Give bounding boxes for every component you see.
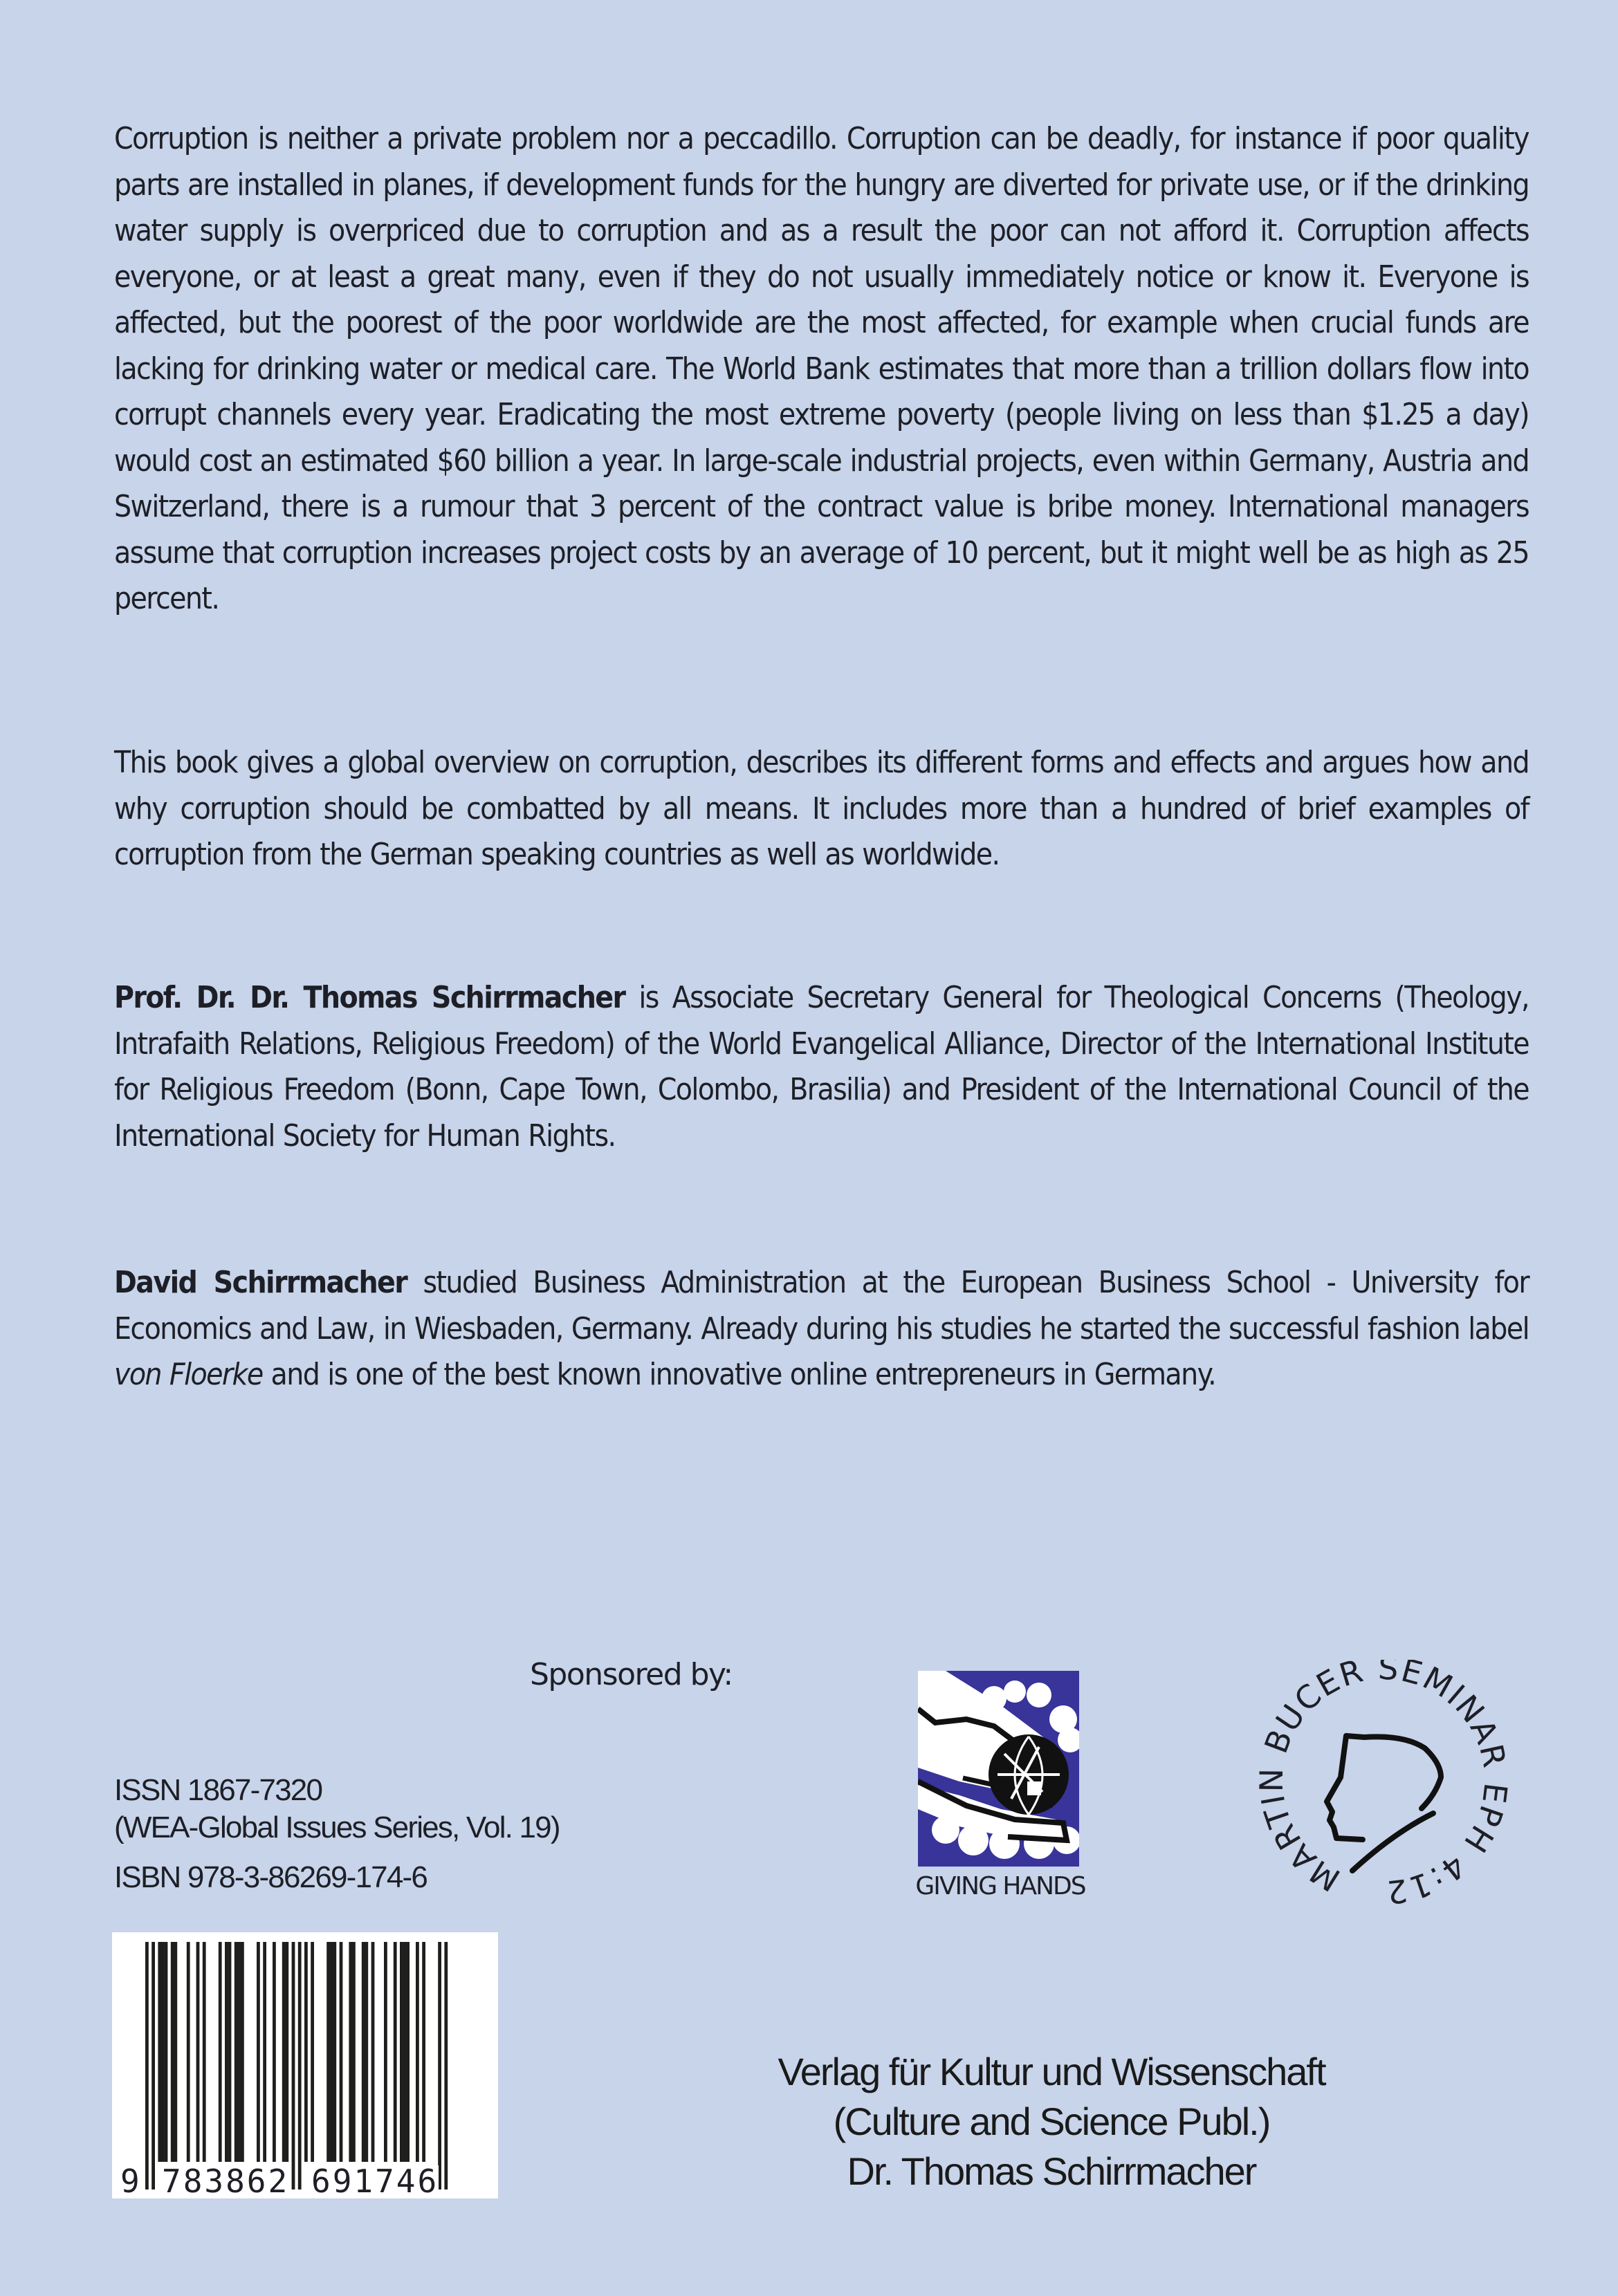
barcode-bar — [237, 1942, 241, 2162]
barcode-bar — [257, 1942, 260, 2162]
blurb-paragraph-2 — [114, 740, 1529, 878]
publisher-info — [664, 2047, 1439, 2196]
author-name: Prof. Dr. Dr. Thomas Schirrmacher — [114, 980, 625, 1015]
barcode-bar — [219, 1942, 222, 2162]
barcode-bar — [263, 1942, 266, 2162]
barcode-bar — [187, 1942, 190, 2162]
giving-hands-logo — [918, 1671, 1079, 1867]
barcode-bar — [273, 1942, 276, 2162]
barcode-bar — [340, 1942, 343, 2162]
blurb-paragraph-1 — [114, 116, 1529, 622]
barcode-bar — [311, 1942, 314, 2162]
issn: ISSN 1867-7320 — [114, 1773, 322, 1807]
barcode-bar — [171, 1942, 174, 2162]
barcode-guard-bar — [444, 1942, 448, 2189]
author-name: David Schirrmacher — [114, 1265, 407, 1300]
barcode-bar — [403, 1942, 407, 2162]
barcode-guard-bar — [151, 1942, 155, 2189]
barcode-bar — [362, 1942, 365, 2162]
barcode-bar — [203, 1942, 206, 2162]
author-bio-text: and is one of the best known innovative online entrepreneurs in Germany. — [262, 1357, 1216, 1392]
barcode-digit-lead: 9 — [120, 2163, 140, 2200]
barcode-bar — [365, 1942, 368, 2162]
barcode-guard-bar — [292, 1942, 295, 2189]
barcode-bar — [384, 1942, 387, 2162]
blurb-text-2: This book gives a global overview on corruption, describes its different forms and effects and argues how and why corruption should be combatted by all means. It includes more than a hundred of brief examples of corruption from the German speaking countries as well as worldwide. — [114, 745, 1529, 872]
barcode-bar — [235, 1942, 238, 2162]
barcode-bar — [228, 1942, 232, 2162]
barcode-digits — [112, 2163, 498, 2200]
series-info: (WEA-Global Issues Series, Vol. 19) — [114, 1811, 560, 1844]
barcode-bar — [285, 1942, 288, 2162]
barcode-bar — [400, 1942, 403, 2162]
publisher-name-english: (Culture and Science Publ.) — [833, 2100, 1270, 2143]
barcode-bar — [282, 1942, 286, 2162]
author-bio-text: is Associate Secretary General for Theological Concerns (Theology, Intrafaith Relations, Religious Freedom) of the World Evangelical Alliance, Director of the International Institute for Religious Freedom (Bonn, Cape Town, Colombo, Brasilia) and President of the International Council of the International Society for Human Rights. — [114, 980, 1529, 1154]
profile-head-icon — [1327, 1736, 1441, 1871]
barcode-bar — [241, 1942, 244, 2162]
sponsored-by-label: Sponsored by: — [530, 1657, 733, 1692]
fashion-label-name: von Floerke — [114, 1357, 263, 1392]
barcode-bar — [161, 1942, 165, 2162]
giving-hands-label: GIVING HANDS — [915, 1872, 1085, 1900]
barcode-bar — [158, 1942, 161, 2162]
publisher-name: Verlag für Kultur und Wissenschaft — [778, 2050, 1325, 2093]
barcode-bars — [112, 1932, 498, 2198]
barcode-bar — [165, 1942, 168, 2162]
barcode-guard-bar — [145, 1942, 149, 2189]
barcode-bar — [349, 1942, 352, 2162]
isbn-barcode — [112, 1932, 498, 2198]
author-bio-text: studied Business Administration at the European Business School - University for Economics and Law, in Wiesbaden, Germany. Already during his studies he started the successful fashion label — [114, 1265, 1529, 1346]
author-bio-thomas — [114, 975, 1529, 1159]
barcode-bar — [327, 1942, 330, 2162]
barcode-guard-bar — [298, 1942, 302, 2189]
barcode-bar — [174, 1942, 177, 2162]
hands-holding-globe-icon — [918, 1671, 1079, 1867]
barcode-bar — [225, 1942, 228, 2162]
isbn: ISBN 978-3-86269-174-6 — [114, 1860, 428, 1894]
barcode-digits-left: 783862 — [162, 2163, 290, 2200]
publisher-owner: Dr. Thomas Schirrmacher — [847, 2149, 1256, 2193]
barcode-bar — [406, 1942, 410, 2162]
blurb-text-1: Corruption is neither a private problem nor a peccadillo. Corruption can be deadly, for instance if poor quality parts are installed in planes, if development funds for the hungry are diverted for private use, or if the drinking water supply is overpriced due to corruption and as a result the poor can not afford it. Corruption affects everyone, or at least a great many, even if they do not usually immediately notice or know it. Everyone is affected, but the poorest of the poor worldwide are the most affected, for example when crucial funds are lacking for drinking water or medical care. The World Bank estimates that more than a trillion dollars flow into corrupt channels every year. Eradicating the most extreme poverty (people living on less than $1.25 a day) would cost an estimated $60 billion a year. In large-scale industrial projects, even within Germany, Austria and Switzerland, there is a rumour that 3 percent of the contract value is bribe money. International managers assume that corruption increases project costs by an average of 10 percent, but it might well be as high as 25 percent. — [114, 121, 1529, 616]
barcode-bar — [333, 1942, 336, 2162]
barcode-bar — [371, 1942, 375, 2162]
publication-info — [114, 1772, 560, 1896]
barcode-digits-right: 691746 — [311, 2163, 439, 2200]
barcode-bar — [196, 1942, 200, 2162]
barcode-bar — [416, 1942, 419, 2162]
barcode-bar — [304, 1942, 308, 2162]
barcode-bar — [352, 1942, 356, 2162]
seal-ring-text: MARTIN BUCER SEMINAR EPH 4:12 — [1252, 1660, 1515, 1909]
barcode-guard-bar — [438, 1942, 441, 2189]
barcode-bar — [330, 1942, 333, 2162]
barcode-bar — [394, 1942, 397, 2162]
martin-bucer-seminar-logo — [1245, 1660, 1522, 1909]
barcode-bar — [422, 1942, 425, 2162]
author-bio-david — [114, 1260, 1529, 1398]
